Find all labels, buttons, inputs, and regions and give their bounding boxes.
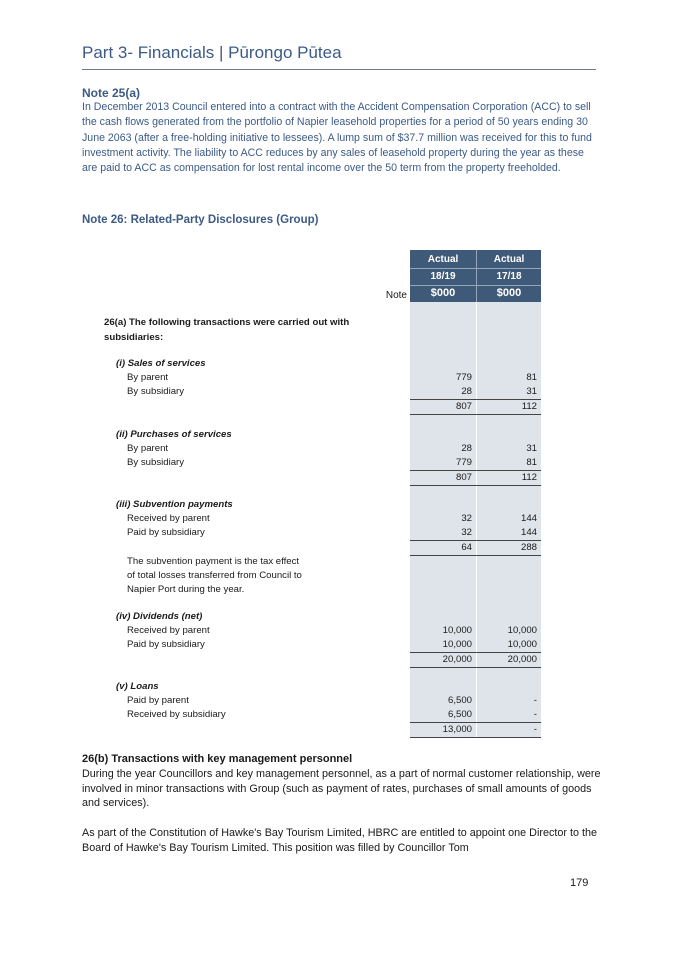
col1-header-unit: $000	[430, 287, 456, 299]
note-column-label: Note	[385, 290, 407, 301]
note-26b-title: 26(b) Transactions with key management personnel	[82, 753, 353, 765]
note-25a-body: In December 2013 Council entered into a contract with the Accident Compensation Corporation (ACC) to sell the cash flows generated from the portfolio of Napier leasehold properties for a period of 50 years ending 30 June 2063 (after a free-holding initiative to lessees). A lump sum of $37.7 million was received for this to fund investment activity. The liability to ACC reduces by any sales of leasehold property during the year as these are paid to ACC as compensation for lost rental income over the 50 term from the property freeholded.	[82, 101, 592, 175]
col2-header-unit: $000	[496, 287, 522, 299]
section-heading: (iii) Subvention payments	[116, 499, 233, 510]
note-26b-paragraph-2: As part of the Constitution of Hawke's Bay Tourism Limited, HBRC are entitled to appoint one Director to the Board of Hawke's Bay Tourism Limited. This position was filled by Councillor Tom	[82, 827, 597, 854]
page-header-title: Part 3- Financials | Pūrongo Pūtea	[82, 43, 342, 62]
note-25a-title: Note 25(a)	[82, 86, 141, 100]
section-heading: (iv) Dividends (net)	[116, 611, 203, 622]
section-heading: (i) Sales of services	[116, 358, 206, 369]
note-26b-paragraph-1: During the year Councillors and key management personnel, as a part of normal customer relationship, were involved in minor transactions with Group (such as payment of rates, purchases of small amounts of goods and services).	[82, 768, 601, 810]
page-number: 179	[570, 877, 589, 889]
subvention-note: Napier Port during the year.	[127, 584, 245, 595]
table-intro: 26(a) The following transactions were carried out with	[104, 317, 350, 328]
subvention-note: of total losses transferred from Council to	[127, 570, 302, 581]
header-rule	[82, 69, 596, 70]
col1-header-year: 18/19	[430, 271, 456, 282]
col1-header-actual: Actual	[427, 254, 459, 265]
table-intro-cont: subsidiaries:	[104, 332, 164, 343]
subvention-note: The subvention payment is the tax effect	[127, 556, 300, 567]
col2-header-year: 17/18	[496, 271, 522, 282]
section-heading: (ii) Purchases of services	[116, 429, 232, 440]
note-26-title: Note 26: Related-Party Disclosures (Group)	[82, 214, 319, 226]
section-heading: (v) Loans	[116, 681, 159, 692]
col2-header-actual: Actual	[493, 254, 525, 265]
